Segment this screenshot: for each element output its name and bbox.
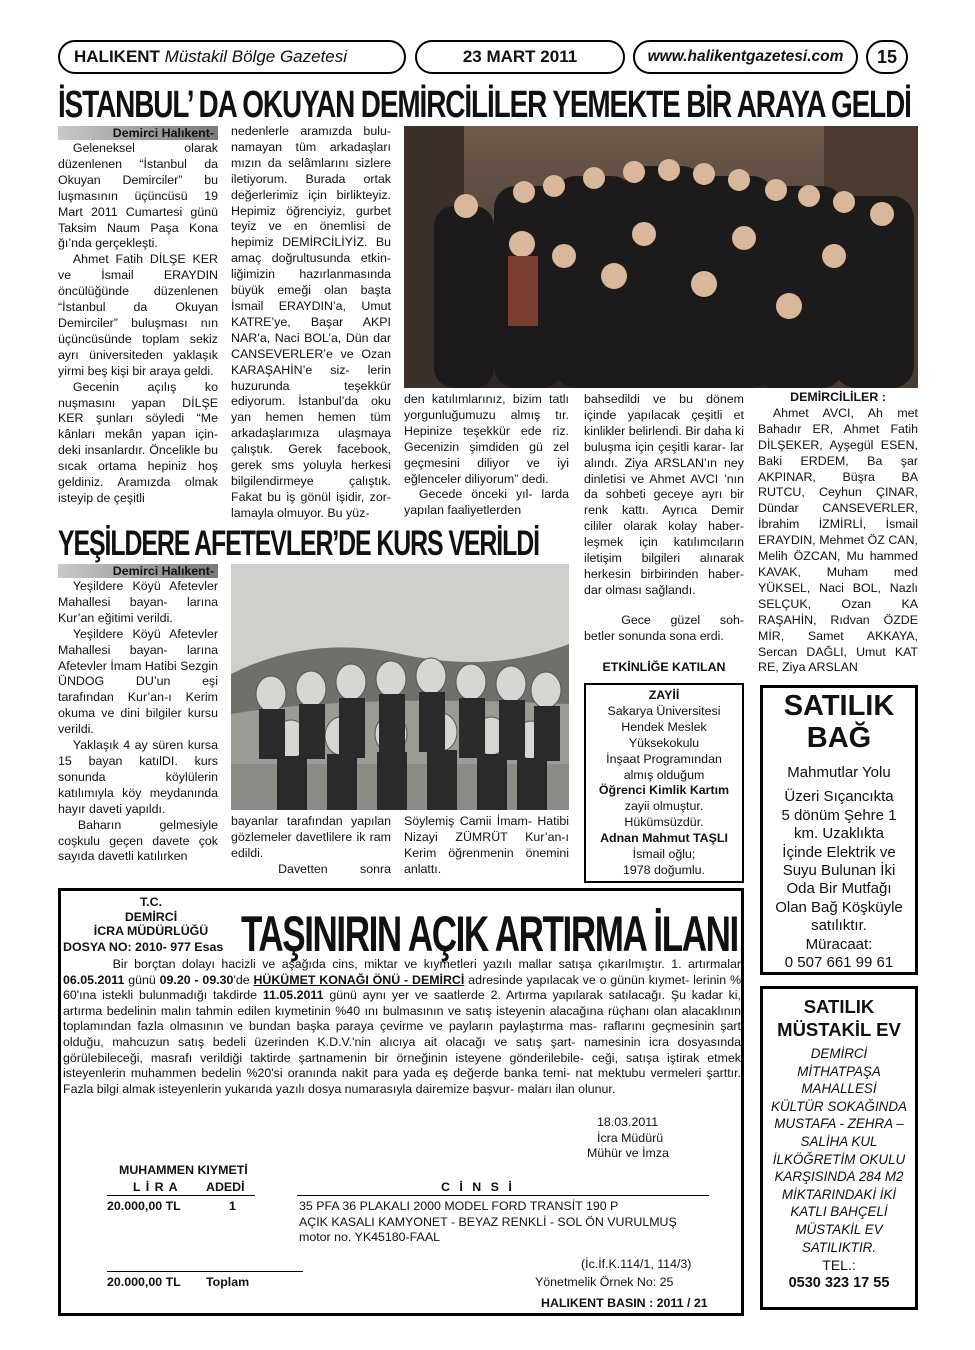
house-line: DEMİRCİ [810,1046,868,1061]
table-rule-right [297,1195,709,1196]
sign-title: İcra Müdürü [597,1130,664,1145]
article2-byline: Demirci Halıkent- [58,564,218,578]
vineyard-line: Oda Bir Mutfağı [786,880,892,898]
house-line: SALİHA KUL [800,1133,878,1149]
vineyard-title2: BAĞ [806,722,872,754]
vineyard-line: Üzeri Sıçancıkta [784,788,894,806]
issue-date: 23 MART 2011 [462,47,578,66]
auction-headline: TAŞINIRIN AÇIK ARTIRMA İLANI [241,906,738,962]
col-lira: L İ R A [133,1180,179,1194]
vineyard-line: 5 dönüm Şehre 1 [781,806,897,824]
article1-headline: İSTANBUL’ DA OKUYAN DEMİRCİLİLER YEMEKTE BİR ARAYA GELDİ [58,84,911,126]
article2-col3: Söylemiş Camii İmam- Hatibi Nizayi ZÜMRÜT Kur’an-ı Kerim öğrenmenin önemini anlattı. [404,814,569,876]
lost-line: Hendek Meslek [621,719,707,734]
house-title1: SATILIK [803,996,875,1017]
events-title: ETKİNLİĞE KATILAN [602,660,726,674]
website-pill [633,40,858,74]
auction-body: Bir borçtan dolayı hacizli ve aşağıda cins, miktar ve kıymetleri yazılı mallar satışa çıkarılmıştır. 1. artırmalar 06.05.2011 günü 09.20 - 09.30'de HÜKÜMET KONAĞI ÖNÜ - DEMİRCİ adresinde yapılacak ve o günün kıymet- lerinin % 60'ına istekli bulunmadığı takdirde 11.05.2011 günü aynı yer ve saatlerde 2. Artırma yapılarak satılacağı. Şu kadar ki, artırma bedelinin malın tahmin edilen kıymetinin %40 ını bulmasının ve satış isteyenin alacağına rüçhanı olan alacaklının toplamından fazla olmasının ve bundan başka paraya çevirme ve payların paylaştırma mas- raflarını geçmesinin şart olduğu, mahcuzun satış bedeli üzerinden K.D.V.'nin alıcıya ait olacağı ve satış şart- namesinin icra dosyasında görülebileceği, masrafı verildiği taktirde şartnamenin bir örneğinin isteyene gönderilebile- ceği, satışa iştirak etmek isteyenlerin muhammen bedelin %20'si oranında nakit para yada eş değerde banka temi- nat mektubu vermeleri şarttır. Fazla bilgi almak isteyenlerin yukarıda yazılı dosya numarasıyla dairemize başvur- maları ilan olunur. [63,957,741,1096]
auction-office: T.C. DEMİRCİ İCRA MÜDÜRLÜĞÜ [93,895,209,938]
group-photo [404,126,918,388]
col-kind: C İ N S İ [441,1180,515,1194]
house-line: KÜLTÜR SOKAĞINDA [771,1098,907,1114]
attendees-title: DEMİRCİLİLER : [790,390,886,404]
house-line: MİTHATPAŞA [797,1063,881,1079]
course-photo [231,564,569,810]
house-line: MİKTARINDAKİ İKİ [781,1186,897,1202]
row-count: 1 [229,1199,236,1213]
sign-seal: Mühür ve İmza [587,1146,669,1161]
group-photo-illustration [404,126,918,388]
lost-id-box [584,683,744,883]
vineyard-title1: SATILIK [783,690,895,722]
lost-line: İsmail oğlu; [632,847,696,862]
article2-headline: YEŞİLDERE AFETEVLER’DE KURS VERİLDİ [58,524,539,563]
lost-line: Sakarya Üniversitesi [607,703,721,718]
row-kind: 35 PFA 36 PLAKALI 2000 MODEL FORD TRANSİT 190 P AÇIK KASALI KAMYONET - BEYAZ RENKLİ - SOL ÖN VURULMUŞ motor no. YK45180-FAAL [299,1199,677,1245]
lost-line: zayii olmuştur. [624,799,704,814]
law-ref: (İc.İf.K.114/1, 114/3) [581,1257,692,1271]
article2-col2: bayanlar tarafından yapılan gözlemeler davetlilere ik ram edildi. Davetten sonra [231,814,391,876]
house-line: KATLI BAHÇELİ [790,1204,888,1220]
press-code: HALIKENT BASIN : 2011 / 21 [541,1296,708,1310]
masthead-pill [58,40,406,74]
vineyard-line: Müracaat: [805,935,873,953]
attendees-column [758,390,918,680]
paper-name: HALIKENT Müstakil Bölge Gazetesi [74,47,348,66]
lost-owner: Adnan Mahmut TAŞLI [600,831,728,846]
house-line: MUSTAFA - ZEHRA – [774,1116,904,1132]
lost-line: almış olduğum [623,767,705,782]
sign-date: 18.03.2011 [597,1115,659,1129]
page-number-pill [866,40,908,74]
regulation-no: Yönetmelik Örnek No: 25 [535,1275,674,1289]
lost-line: İnşaat Programından [606,751,722,766]
article1-col3: den katılımlarınız, bizim tatlı yorgunluğumuzu almış tır. Hepinize teşekkür ede riz. Gecenizin şimdiden gü zel geçmesini diliyor ve iyi eğlenceler diliyorum” dedi. Gecede önceki yıl- larda yapılan faaliyetlerden [404,392,569,518]
article1-byline: Demirci Halıkent- [58,126,218,140]
lost-line: Yüksekokulu [628,735,700,750]
vineyard-line: km. Uzaklıkta [793,825,884,843]
auction-file-no: DOSYA NO: 2010- 977 Esas [63,940,224,954]
lost-line: Hükümsüzdür. [624,815,704,830]
house-title2: MÜSTAKİL EV [777,1019,901,1040]
house-ad [760,986,918,1310]
lost-line: 1978 doğumlu. [623,862,705,877]
vineyard-line: Olan Bağ Köşküyle [775,898,903,916]
date-pill [415,40,625,74]
attendees-list: Ahmet AVCI, Ah met Bahadır ER, Ahmet Fatih DİLŞEKER, Ayşegül ESEN, Baki ERDEM, Ba şar AKPINAR, Büşra BA RUTCU, Ceyhun ÇINAR, Dündar CANSEVERLER, İbrahim İZMİRLİ, İsmail ERAYDIN, Mehmet ÖZ CAN, Melih ÖZCAN, Mu hammed KAVAK, Muham med YÜKSEL, Naci BOL, Nazlı SELÇUK, Ozan KA RAŞAHİN, Rıdvan ÖZDE MİR, Samet AKKAYA, Sercan DAĞLI, Umut KAT RE, Ziya ARSLAN [758,405,918,675]
article1-col1: Demirci Halıkent- Geleneksel olarak düzenlenen “İstanbul da Okuyan Demirciler” bu luşmasının üçüncüsü 19 Mart 2011 Cumartesi günü Taksim Naum Paşa Kona ğı’nda gerçekleşti. Ahmet Fatih DİLŞE KER ve İsmail ERAYDIN öncülüğünde düzenlenen “İstanbul da Okuyan Demirciler” buluşması nın üçüncüsünde toplam sekiz ayrı üniversiteden yaklaşık yirmi beş kişi bir araya geldi. Gecenin açılış ko nuşmasını yapan DİLŞE KER şunları söyledi “Me kânları mekân yapan için- deki insanlardır. Öncelikle bu sıcak ortama hepiniz hoş geldiniz. Aramızda olmak isteyip de çeşitli [58,126,218,505]
auction-notice [58,888,744,1316]
house-tel: 0530 323 17 55 [788,1275,890,1292]
total-label: Toplam [206,1275,250,1289]
article1-col2: nedenlerle aramızda bulu- namayan tüm arkadaşları mızın da selâmlarını sizlere iletiyorum. Burada ortak değerlerimiz için birlikteyiz. Hepimiz öğrenciyiz, gurbet teyiz ve en önemlisi de hepimiz DEMİRCİLİYİZ. Bu amaç doğrultusunda etkin- liğimizin hazırlanmasında büyük emeği olan başta İsmail ERAYDIN’a, Umut KATRE’ye, Başar AKPI NAR’a, Naci BOL’a, Dün dar CANSEVERLER’e ve Ozan KARAŞAHİN’e siz- lerin huzurunda teşekkür ediyorum. İstanbul’da oku yan hemen hemen tüm arkadaşlarımıza ulaşmaya çalıştık. Gerek facebook, gerek sms yoluyla herkesi bilgilendirmeye çalıştık. Fakat bu iş gönül işidir, zor- lamayla olmuyor. Bu yüz- [231,124,391,520]
table-rule-left [107,1195,255,1196]
course-photo-illustration [231,564,569,810]
article1-col4: bahsedildi ve bu dönem içinde yapılacak çeşitli et kinlikler belirlendi. Bir daha ki buluşma için çeşitli karar- lar alındı. Ziya ARSLAN’ın ney dinletisi ve Ahmet AVCI ’nın da sohbeti geceye ayrı bir renk kattı. Ayrıca Demir cililer olarak kolay haber- leşmek için katılımcıların iletişim bilgileri alınarak herkesin birbirinden haber- dar olması sağlandı. Gece güzel soh- betler sonunda sona erdi. [584,392,744,643]
total-lira: 20.000,00 TL [107,1275,181,1289]
lost-title: ZAYİİ [648,688,680,702]
vineyard-ad [760,685,918,975]
vineyard-line: Suyu Bulunan İki [782,862,896,880]
col-count: ADEDİ [206,1180,245,1194]
article2-col1: Demirci Halıkent- Yeşildere Köyü Afetevler Mahallesi bayan- larına Kur’an eğitimi verildi. Yeşildere Köyü Afetevler Mahallesi bayan- larına Afetevler İmam Hatibi Sezgin ÜNDOG DU’un eşi tarafından Kur’an-ı Kerim okuma ve dini bilgiler kursu verildi. Yaklaşık 4 ay süren kursa 15 bayan katılDI. kurs sonunda köylülerin katılımıyla köy meydanında hayır daveti yapıldı. Baharın gelmesiyle coşkulu geçen davete çok sayıda davetli katılırken [58,564,218,864]
total-rule [107,1271,303,1272]
house-line: SATILIKTIR. [801,1239,877,1255]
house-line: İLKÖĞRETİM OKULU [772,1151,906,1167]
value-header: MUHAMMEN KIYMETİ [119,1163,248,1177]
house-tel-label: TEL.: [822,1257,856,1274]
row-lira: 20.000,00 TL [107,1199,181,1213]
vineyard-line: satılıktır. [811,917,867,935]
house-line: MÜSTAKİL EV [795,1221,883,1237]
website-link[interactable]: www.halikentgazetesi.com [647,48,844,65]
auction-signature [587,1115,669,1162]
house-line: KARŞISINDA 284 M2 [774,1169,904,1185]
vineyard-phone: 0 507 661 99 61 [784,954,894,972]
vineyard-line: İçinde Elektrik ve [782,843,896,861]
house-line: MAHALLESİ [801,1081,877,1097]
vineyard-line: Mahmutlar Yolu [787,764,891,781]
page-number: 15 [876,46,898,67]
lost-item: Öğrenci Kimlik Kartım [598,783,730,798]
